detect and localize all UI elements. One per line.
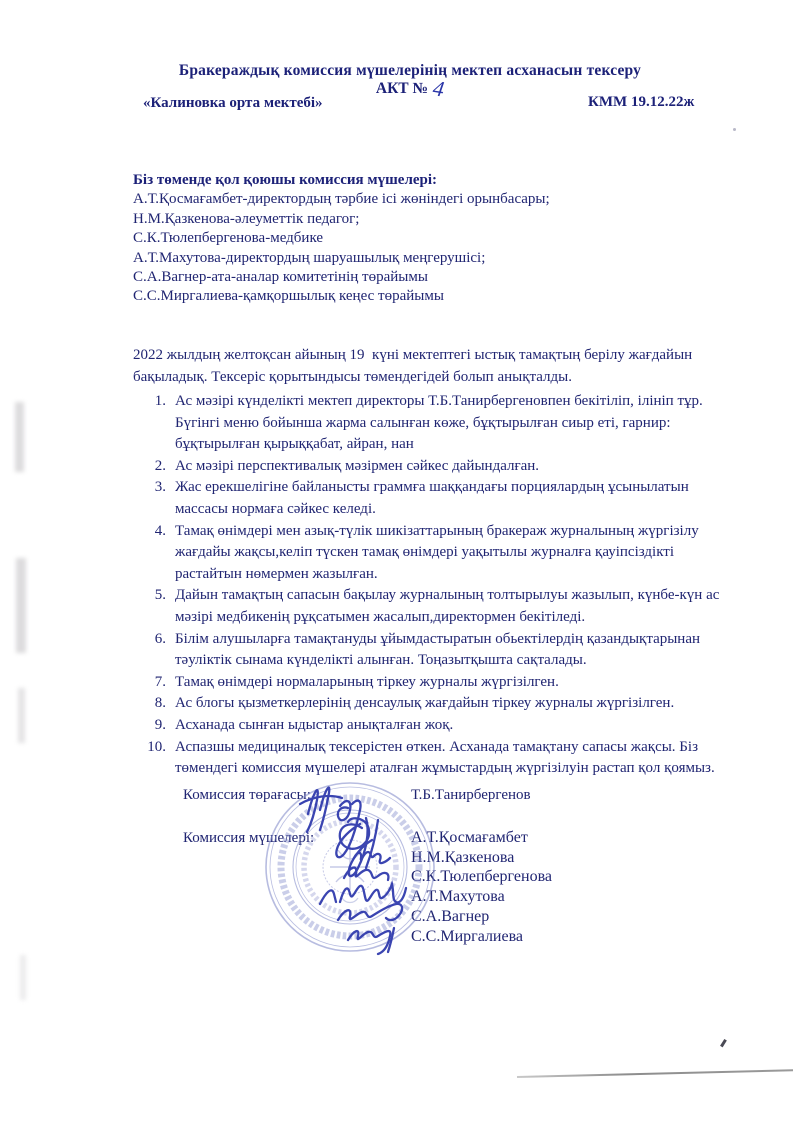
org-date: КММ 19.12.22ж <box>588 94 695 110</box>
finding-item: Асханада сынған ыдыстар анықталған жоқ. <box>175 716 454 733</box>
member-name: А.Т.Қосмағамбет <box>411 829 528 846</box>
scan-artifact-line <box>517 1069 793 1078</box>
school-name: «Калиновка орта мектебі» <box>143 95 323 111</box>
members-label: Комиссия мүшелері: <box>183 830 315 846</box>
scan-artifact-smudge <box>18 688 25 743</box>
chairman-name: Т.Б.Танирбергенов <box>411 787 531 803</box>
commission-member: С.К.Тюлепбергенова-медбике <box>133 230 324 247</box>
scan-artifact-speck <box>720 1039 726 1047</box>
document-title: Бракераждық комиссия мүшелерінің мектеп асханасын тексеру <box>178 62 642 79</box>
member-name: С.А.Вагнер <box>411 907 490 925</box>
act-number-handwritten: 4 <box>431 75 447 102</box>
finding-item: Ас блогы қызметкерлерінің денсаулық жағдайын тіркеу журналы жүргізілген. <box>175 695 675 712</box>
handwritten-signatures <box>262 768 472 968</box>
member-name: А.Т.Махутова <box>411 888 505 906</box>
commission-member: С.С.Миргалиева-қамқоршылық кеңес төрайымы <box>133 288 444 305</box>
commission-member: Н.М.Қазкенова-әлеуметтік педагог; <box>133 210 360 227</box>
finding-item: Тамақ өнімдері нормаларының тіркеу журналы жүргізілген. <box>175 673 559 690</box>
member-name: С.С.Миргалиева <box>411 927 524 945</box>
commission-members-block <box>133 171 713 307</box>
commission-intro: Біз төменде қол қоюшы комиссия мүшелері: <box>133 172 438 188</box>
finding-item: Дайын тамақтың сапасын бақылау журналының толтырылуы жазылып, күнбе-күн ас мәзірі медбикенің рұқсатымен жасалып,директормен бекітіледі. <box>175 587 720 625</box>
finding-item: Білім алушыларға тамақтануды ұйымдастыратын обьектілердің қазандықтарынан тәуліктік сынама күнделікті алынған. Тоңазытқышта сақталады. <box>175 630 701 669</box>
commission-member: С.А.Вагнер-ата-аналар комитетінің төрайымы <box>133 269 428 286</box>
scan-artifact-speck <box>733 128 736 131</box>
commission-member: А.Т.Махутова-директордың шаруашылық меңгерушісі; <box>133 249 486 266</box>
findings-list <box>150 391 742 780</box>
finding-item: Жас ерекшелігіне байланысты граммға шаққандағы порциялардың ұсынылатын массасы нормаға сәйкес келеді. <box>175 479 689 517</box>
scan-artifact-smudge <box>20 955 26 1000</box>
member-name: С.К.Тюлепбергенова <box>411 868 553 886</box>
finding-item: Тамақ өнімдері мен азық-түлік шикізаттарының бракераж журналының жүргізілу жағдайы жақсы,келіп түскен тамақ өнімдері уақытылы журналға қауіпсіздікті растайтын нөмермен жазылған. <box>175 522 699 582</box>
finding-item: Аспазшы медициналық тексерістен өткен. Асханада тамақтану сапасы жақсы. Біз төмендегі комиссия мүшелері аталған жұмыстардың жүргізілуін растап қол қоямыз. <box>175 738 715 777</box>
chairman-label: Комиссия төрағасы: <box>183 787 311 803</box>
member-name: Н.М.Қазкенова <box>411 848 515 866</box>
finding-item: Ас мәзірі перспективалық мәзірмен сәйкес дайындалған. <box>175 457 540 474</box>
finding-item: Ас мәзірі күнделікті мектеп директоры Т.Б.Танирбергеновпен бекітіліп, ілініп тұр. Бүгінгі меню бойынша жарма салынған көже, бұқтырылған сиыр еті, гарнир: бұқтырылған қырыққабат, айран, нан <box>175 393 703 453</box>
commission-member: А.Т.Қосмағамбет-директордың тәрбие ісі жөніндегі орынбасары; <box>133 191 550 208</box>
scan-artifact-smudge <box>15 402 24 472</box>
act-label: АКТ № <box>375 80 429 97</box>
body-paragraph: 2022 жылдың желтоқсан айының 19 күні мектептегі ыстық тамақтың берілу жағдайын бақыладық. Тексеріс қорытындысы төмендегідей болып анықталды. <box>133 347 696 385</box>
scan-artifact-smudge <box>16 558 26 653</box>
